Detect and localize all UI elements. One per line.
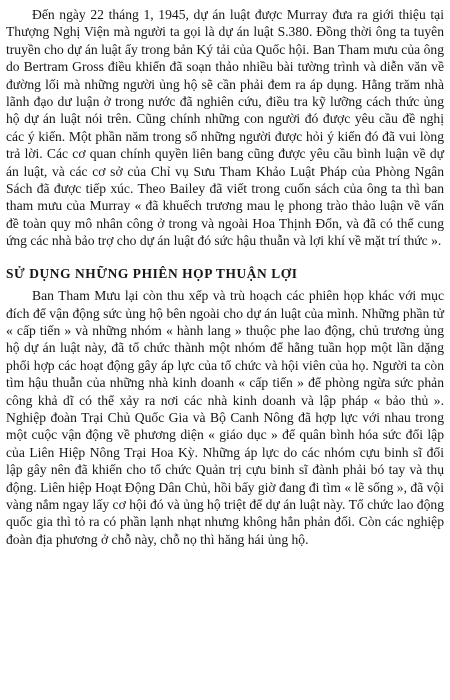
section-heading: SỬ DỤNG NHỮNG PHIÊN HỌP THUẬN LỢI	[6, 265, 298, 281]
body-paragraph: Ban Tham Mưu lại còn thu xếp và trù hoạch các phiên họp khác với mục đích để vận động sức ủng hộ bên ngoài cho dự án luật của mình. Những phần tử « cấp tiến » và những nhóm « hành lang » thuộc phe lao động, chủ trương ủng hộ dự án luật này, đã tổ chức thành một nhóm để hằng tuần họp một lần dặng phối hợp các hoạt động gây áp lực của tổ chức và hội viên của họ. Người ta còn tìm hậu thuẫn của những nhà kinh doanh « cấp tiến » để phòng ngừa sức phản công khả dĩ có thể xảy ra nơi các nhà kinh doanh và lập pháp « bảo thủ ». Nghiệp đoàn Trại Chủ Quốc Gia và Bộ Canh Nông đã hợp lực với nhau trong một cuộc vận động về phương diện « giáo dục » để quân bình hóa sức đối lập của Liên Hiệp Nông Trại Hoa Kỳ. Những áp lực do các nhóm cựu binh sĩ đối lập gây nên đã khiến cho tổ chức Quản trị cựu binh sĩ đành phải bó tay và thụ động. Liên hiệp Hoạt Động Dân Chủ, hồi bấy giờ đang đi tìm « lẽ sống », đã vội vàng nắm ngay lấy cơ hội đó và ủng hộ triệt để dự án luật này. Tổ chức lao động quốc gia thì tỏ ra có phần lạnh nhạt nhưng không hẳn phản đối. Còn các nghiệp đoàn địa phương ở chỗ này, chỗ nọ thì hăng hái ủng hộ.	[6, 288, 444, 547]
body-paragraph: Đến ngày 22 tháng 1, 1945, dự án luật được Murray đưa ra giới thiệu tại Thượng Nghị Viện mà người ta gọi là dự án luật S.380. Đồng thời ông ta tuyên truyền cho dự án luật ấy trong bản Ký tải của Quốc hội. Ban Tham mưu của ông do Bertram Gross điều khiển đã soạn thảo nhiều bài tường trình và diễn văn về đường lối mà những người ủng hộ sẽ cần phải đem ra áp dụng. Hằng trăm nhà lãnh đạo dư luận ở trong nước đã nghiên cứu, điều tra kỹ lưỡng cách thức ủng hộ dự án luật nói trên. Cũng chính những con người đó được yêu cầu đề nghị các ý kiến. Một phần năm trong số những người được hỏi ý kiến đó đã vui lòng trả lời. Các cơ quan chính quyền liên bang cũng được yêu cầu bình luận về dự án luật, và các cơ sở của Chỉ vụ Sưu Tham Khảo Luật Pháp của Phòng Ngân Sách đã được tiếp xúc. Theo Bailey đã viết trong cuốn sách của ông ta thì ban tham mưu của Murray « đã khuếch trương mau lẹ phong trào thảo luận về vấn đề toàn quy mô nhân công ở trong và ngoài Hoa Thịnh Đốn, và đã có thể cung ứng các nhà bảo trợ cho dự án luật đó sức hậu thuẫn và lợi khí về mặt trí thức ».	[6, 7, 444, 249]
